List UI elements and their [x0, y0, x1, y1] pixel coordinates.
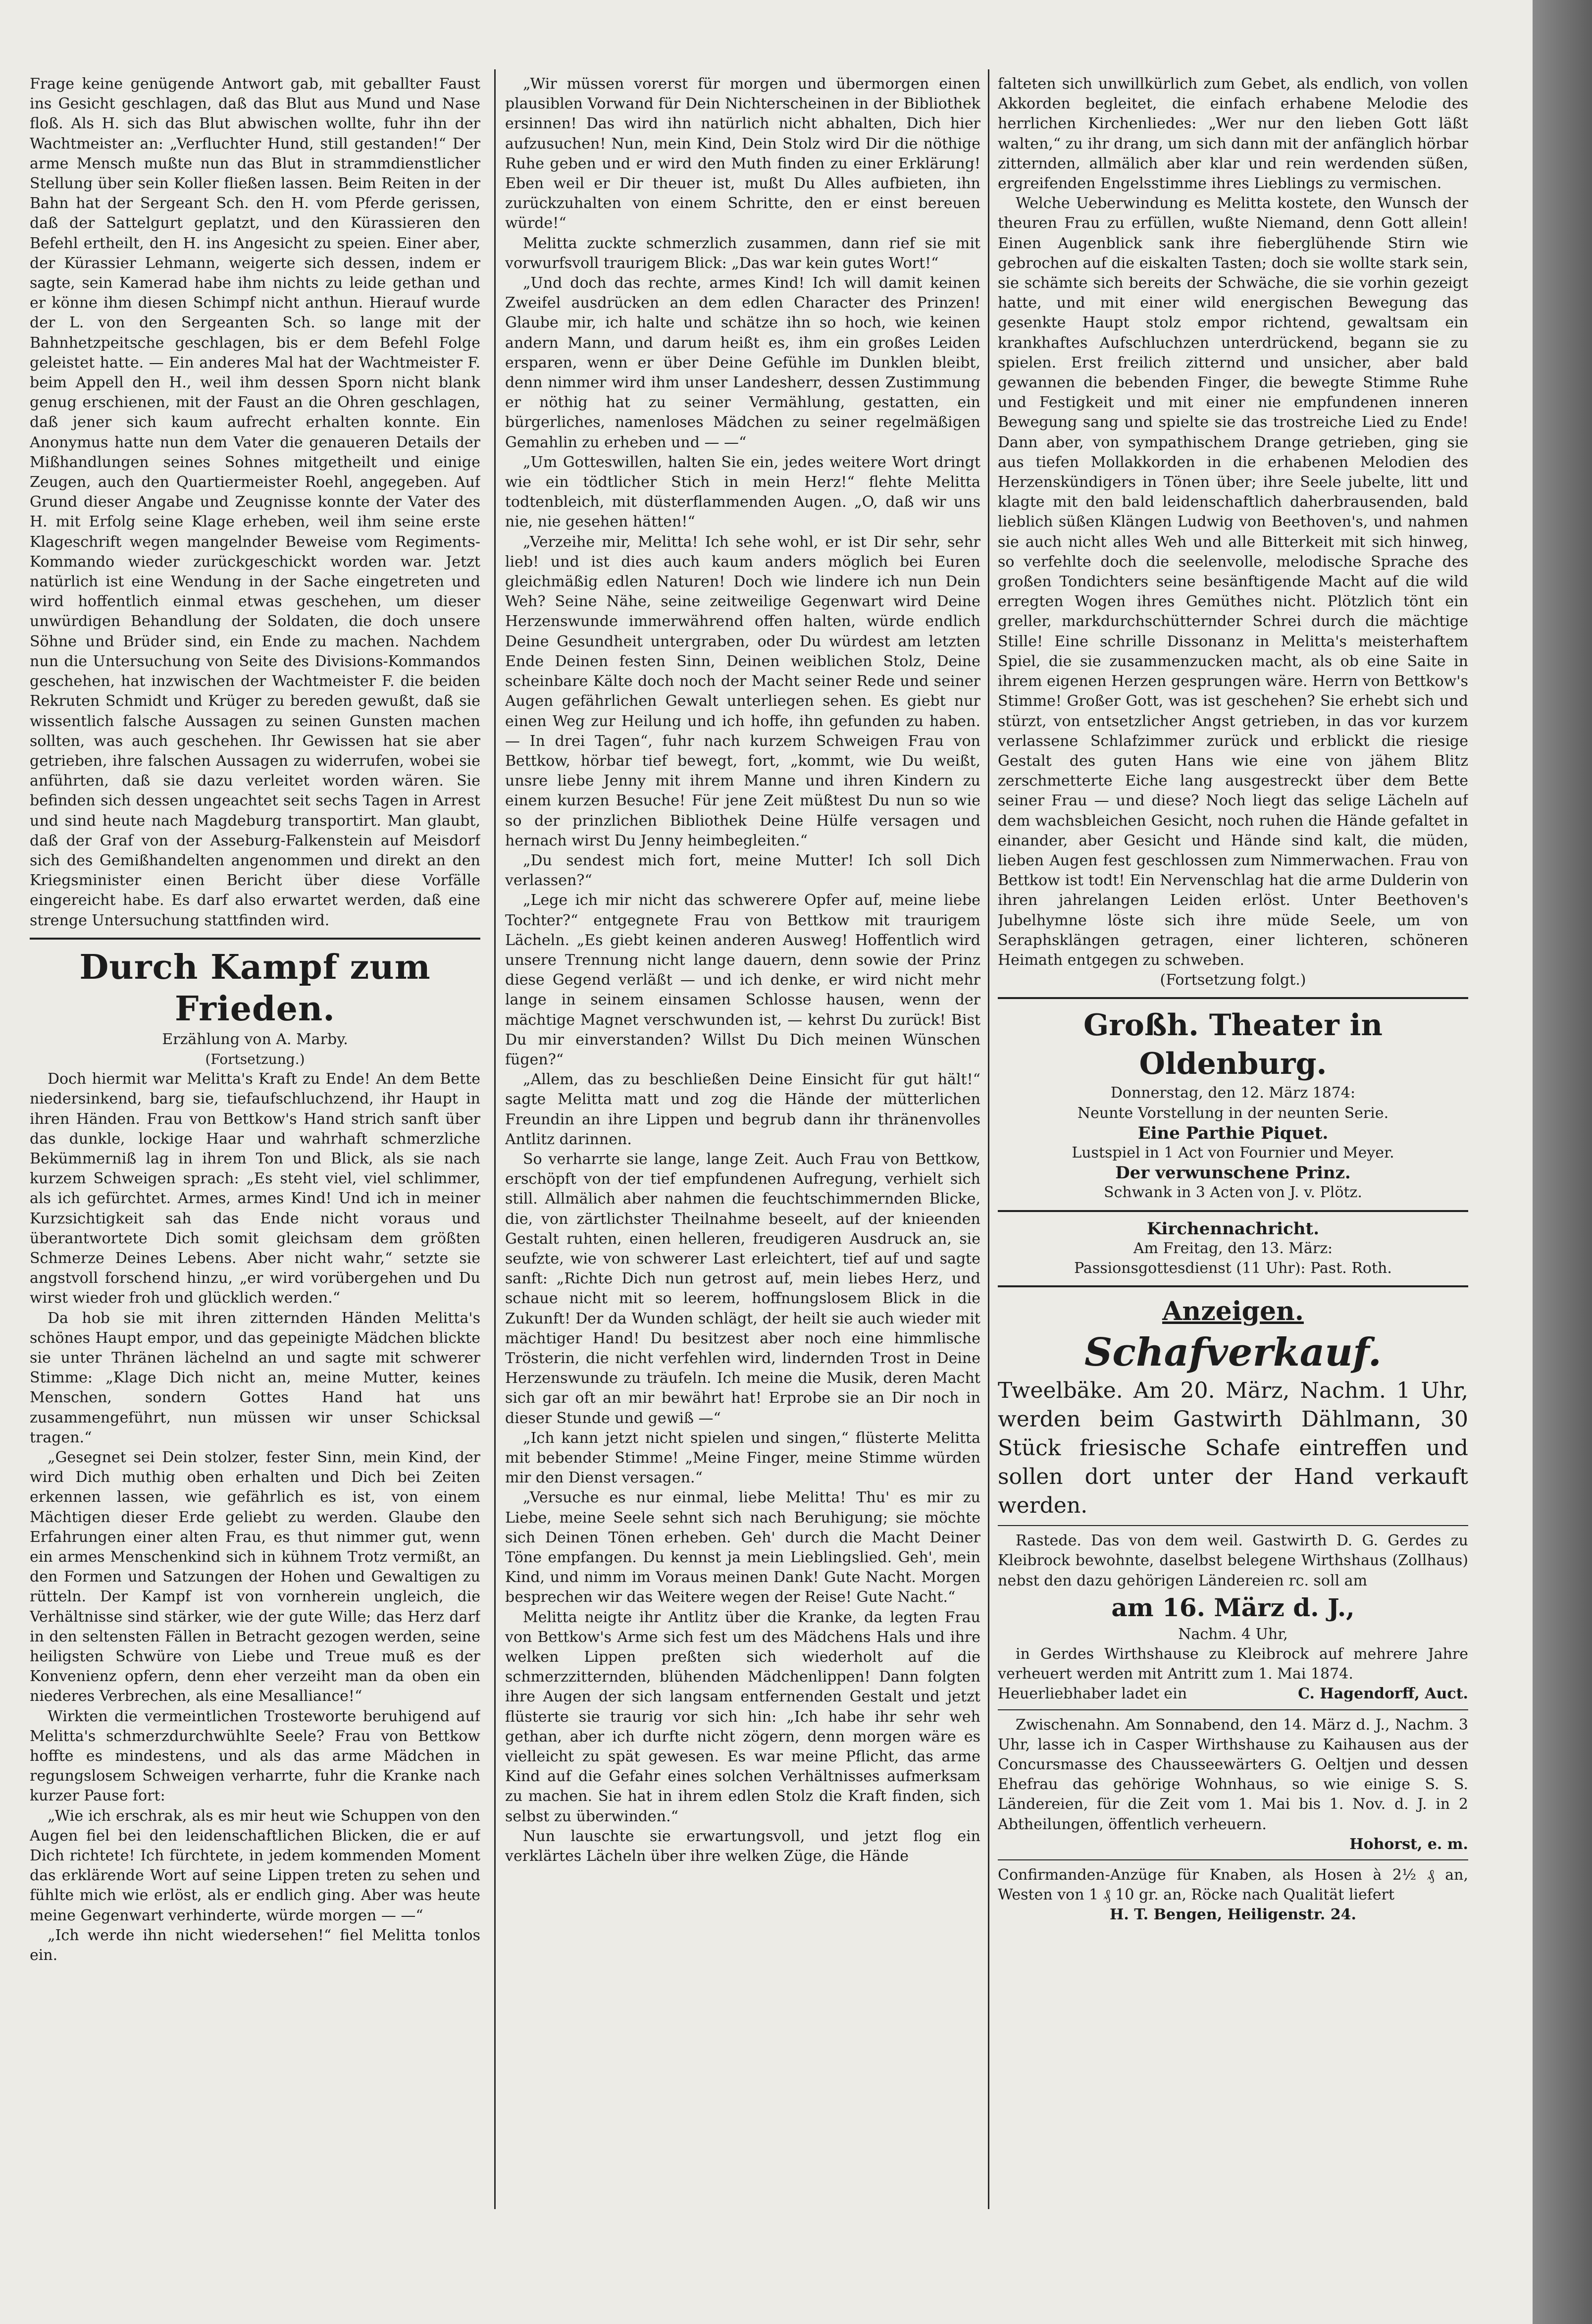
play-title: Eine Parthie Piquet.	[1137, 1123, 1329, 1143]
theater-date: Donnerstag, den 12. März 1874:	[1110, 1084, 1356, 1102]
section-divider	[30, 938, 480, 940]
story-paragraph: „Ich kann jetzt nicht spielen und singen,“ flüsterte Melitta mit bebender Stimme! „Meine Finger, meine Stimme würden mir den Dienst versagen.“	[505, 1429, 980, 1487]
ad-signature: H. T. Bengen, Heiligenstr. 24.	[1110, 1906, 1356, 1924]
column-rule	[988, 69, 989, 2209]
story-paragraph: Da hob sie mit ihren zitternden Händen Melitta's schönes Haupt empor, und das gepeinigte Mädchen blickte sie unter Thränen lächelnd an und sagte mit schwerer Stimme: „Klage Dich nicht an, meine Mutter, keines Menschen, sondern Gottes Hand hat uns zusammengeführt, nun müssen wir unser Schicksal tragen.“	[30, 1309, 480, 1446]
section-divider	[998, 997, 1468, 999]
story-paragraph: Doch hiermit war Melitta's Kraft zu Ende! An dem Bette niedersinkend, barg sie, tiefaufschluchzend, ihr Haupt in ihren Händen. Frau von Bettkow's Hand strich sanft über das dunkle, lockige Haar und wahrhaft schmerzliche Bekümmerniß lag in ihrem Ton und Blick, als sie nach kurzem Schweigen sprach: „Es steht viel, viel schlimmer, als ich gefürchtet. Armes, armes Kind! Und ich in meiner Kurzsichtigkeit sah das Ende nicht voraus und überantwortete Dich somit gleichsam dem größten Schmerze Deines Lebens. Aber nicht wahr,“ setzte sie angstvoll forschend hinzu, „er wird vorübergehen und Du wirst wieder froh und glücklich werden.“	[30, 1070, 480, 1307]
ad-signature: C. Hagendorff, Auct.	[1298, 1685, 1468, 1703]
column-1	[30, 74, 480, 2204]
story-paragraph: „Wir müssen vorerst für morgen und übermorgen einen plausiblen Vorwand für Dein Nichterscheinen in der Bibliothek ersinnen! Das wird ihn natürlich nicht abhalten, Dich hier aufzusuchen! Nun, mein Kind, Dein Stolz wird Dir die nöthige Ruhe geben und er wird den Muth finden zu einer Erklärung! Eben weil er Dir theuer ist, mußt Du Alles aufbieten, ihn zurückzuhalten von einem Schritte, den er einst bereuen würde!“	[505, 75, 980, 232]
story-paragraph: „Gesegnet sei Dein stolzer, fester Sinn, mein Kind, der wird Dich muthig oben erhalten und Dich bei Zeiten erkennen lassen, wie gefährlich es ist, von einem Mächtigen dieser Erde geliebt zu werden. Glaube den Erfahrungen einer alten Frau, es thut nimmer gut, wenn ein armes Menschenkind sich in kühnem Trotz vermißt, an den Formen und Satzungen der Hohen und Gewaltigen zu rütteln. Der Kampf ist von vornherein ungleich, die Verhältnisse sind stärker, wie der gute Wille; das Herz darf in den seltensten Fällen in Betracht gezogen werden, seine heiligsten Schwüre von Liebe und Treue muß es der Konvenienz opfern, denn eher verzeiht man da oben ein niederes Verbrechen, als eine Mesalliance!“	[30, 1449, 480, 1705]
story-paragraph: Wirkten die vermeintlichen Trosteworte beruhigend auf Melitta's schmerzdurchwühlte Seele? Frau von Bettkow hoffte es mindestens, und als das arme Mädchen in regungslosem Schweigen verharrte, fuhr die Kranke nach kurzer Pause fort:	[30, 1707, 480, 1805]
story-paragraph: „Und doch das rechte, armes Kind! Ich will damit keinen Zweifel ausdrücken an dem edlen Character des Prinzen! Glaube mir, ich halte und schätze ihn so hoch, wie keinen andern Mann, und darum heißt es, ihm ein großes Leiden ersparen, wenn er über Deine Gefühle im Dunklen bleibt, denn nimmer wird ihm unser Landesherr, dessen Zustimmung er nöthig hat zu seiner Vermählung, gestatten, ein bürgerliches, namenloses Mädchen zu seiner regelmäßigen Gemahlin zu erheben und — —“	[505, 274, 980, 451]
ad-body: Rastede. Das von dem weil. Gastwirth D. G. Gerdes zu Kleibrock bewohnte, daselbst belegene Wirthshaus (Zollhaus) nebst den dazu gehörigen Ländereien rc. soll am	[998, 1532, 1468, 1589]
ad-date: am 16. März d. J.,	[1111, 1592, 1355, 1622]
ad-title: Schafverkauf.	[1084, 1330, 1382, 1375]
story-paragraph: „Versuche es nur einmal, liebe Melitta! Thu' es mir zu Liebe, meine Seele sehnt sich nach Beruhigung; sie möchte sich Deinen Tönen erheben. Geh' durch die Macht Deiner Töne empfangen. Du kennst ja mein Lieblingslied. Geh', mein Kind, und nimm im Voraus meinen Dank! Gute Nacht. Morgen besprechen wir das Weitere wegen der Reise! Gute Nacht.“	[505, 1489, 980, 1606]
church-service: Passionsgottesdienst (11 Uhr): Past. Roth.	[1074, 1259, 1392, 1277]
ad-time: Nachm. 4 Uhr,	[1178, 1625, 1288, 1643]
story-continued-note: (Fortsetzung folgt.)	[1160, 971, 1306, 989]
story-paragraph: „Lege ich mir nicht das schwerere Opfer auf, meine liebe Tochter?“ entgegnete Frau von Bettkow mit traurigem Lächeln. „Es giebt keinen anderen Ausweg! Hoffentlich wird unsere Trennung nicht lange dauern, denn sowie der Prinz diese Gegend verläßt — und ich denke, er wird nicht mehr lange in seinem einsamen Schlosse hausen, wenn der mächtige Magnet verschwunden ist, — kehrst Du zurück! Bist Du mir einverstanden? Willst Du Dich meinen Wünschen fügen?“	[505, 892, 980, 1068]
story-paragraph: Welche Ueberwindung es Melitta kostete, den Wunsch der theuren Frau zu erfüllen, wußte Niemand, denn Gott allein! Einen Augenblick sank ihre fieberglühende Stirn wie gebrochen auf die eiskalten Tasten; doch sie wollte stark sein, sie schämte sich bereits der Schwäche, die sie vorhin gezeigt hatte, und mit einer wild energischen Bewegung das gesenkte Haupt stolz empor richtend, gewaltsam ein krankhaftes Aufschluchzen unterdrückend, begann sie zu spielen. Erst freilich zitternd und unsicher, aber bald gewannen die bebenden Finger, die bewegte Stimme Ruhe und Festigkeit und mit einer nie empfundenen inneren Bewegung sang und spielte sie das trostreiche Lied zu Ende! Dann aber, von sympathischem Drange getrieben, ging sie aus tiefen Mollakkorden in die erhabenen Melodien des Herzenskündigers in Tönen über; ihre Seele jubelte, litt und klagte mit den bald leidenschaftlich daherbrausenden, bald lieblich süßen Klängen Ludwig von Beethoven's, und nahmen sie auch nicht alles Weh und alle Bitterkeit mit sich hinweg, so verfehlte doch die seelenvolle, melodische Sprache des großen Tondichters seine besänftigende Macht auf die wild erregten Wogen ihres Gemüthes nicht. Plötzlich tönt ein greller, markdurchschütternder Schrei durch die mächtige Stille! Eine schrille Dissonanz in Melitta's meisterhaftem Spiel, die sie zusammenzucken macht, als ob eine Saite in ihrem eigenen Herzen gesprungen wäre. Herrn von Bettkow's Stimme! Großer Gott, was ist geschehen? Sie erhebt sich und stürzt, von entsetzlicher Angst getrieben, in das vor kurzem verlassene Schlafzimmer zurück und erblickt die riesige Gestalt des guten Hans wie eine von jähem Blitz zerschmetterte Eiche lang ausgestreckt über dem Bette seiner Frau — und diese? Noch liegt das selige Lächeln auf dem wachsbleichen Gesicht, noch ruhen die Hände gefaltet in einander, aber Gesicht und Hände sind kalt, die müden, lieben Augen fest geschlossen zum Nimmerwachen. Frau von Bettkow ist todt! Ein Nervenschlag hat die arme Dulderin von ihren jahrelangen Leiden erlöst. Unter Beethoven's Jubelhymne löste sich ihre müde Seele, um von Seraphsklängen getragen, einer lichteren, schöneren Heimath entgegen zu schweben.	[998, 195, 1468, 969]
story-paragraph: Melitta neigte ihr Antlitz über die Kranke, da legten Frau von Bettkow's Arme sich fest um des Mädchens Hals und ihre welken Lippen preßten sich wiederholt auf die schmerzzitternden, blühenden Mädchenlippen! Dann folgten ihre Augen der sich langsam entfernenden Gestalt und jetzt flüsterte sie traurig vor sich hin: „Ich habe ihr sehr weh gethan, aber ich durfte nicht zögern, denn morgen wäre es vielleicht zu spät gewesen. Es war meine Pflicht, das arme Kind auf die Gefahr eines solchen Verhältnisses aufmerksam zu machen. Sie hat in ihrem edlen Stolz die Kraft finden, sich selbst zu überwinden.“	[505, 1608, 980, 1825]
section-divider	[998, 1285, 1468, 1287]
play-title: Der verwunschene Prinz.	[1115, 1163, 1351, 1183]
story-paragraph: „Ich werde ihn nicht wiedersehen!“ fiel Melitta tonlos ein.	[30, 1926, 480, 1964]
ad-divider	[998, 1525, 1468, 1526]
story-paragraph: Melitta zuckte schmerzlich zusammen, dann rief sie mit vorwurfsvoll traurigem Blick: „Das war kein gutes Wort!“	[505, 234, 980, 272]
story-subtitle: Erzählung von A. Marby.	[162, 1030, 348, 1048]
news-article-body: Frage keine genügende Antwort gab, mit geballter Faust ins Gesicht geschlagen, daß das Blut aus Mund und Nase floß. Als H. sich das Blut abwischen wollte, fuhr ihn der Wachtmeister an: „Verfluchter Hund, still gestanden!“ Der arme Mensch mußte nun das Blut in strammdienstlicher Stellung über sein Koller fließen lassen. Beim Reiten in der Bahn hat der Sergeant Sch. den H. vom Pferde gerissen, daß der Sattelgurt geplatzt, und den Kürassieren den Befehl ertheilt, den H. ins Angesicht zu speien. Einer aber, der Kürassier Lehmann, weigerte sich dessen, indem er sagte, sein Kamerad habe ihm nichts zu leide gethan und er könne ihm diesen Schimpf nicht anthun. Hierauf wurde der L. von den Sergeanten Sch. so lange mit der Bahnhetzpeitsche geschlagen, bis er dem Befehl Folge geleistet hatte. — Ein anderes Mal hat der Wachtmeister F. beim Appell den H., weil ihm dessen Sporn nicht blank genug erschienen, mit der Faust an die Ohren geschlagen, daß jener sich kaum aufrecht erhalten konnte. Ein Anonymus hatte nun dem Vater die genaueren Details der Mißhandlungen seines Sohnes mitgetheilt und einige Zeugen, auch den Quartiermeister Roehl, angegeben. Auf Grund dieser Angabe und Zeugnisse konnte der Vater des H. mit Erfolg seine Klage erheben, weil ihm seine erste Klageschrift wegen mangelnder Beweise vom Regiments-Kommando wieder zurückgeschickt worden war. Jetzt natürlich ist eine Wendung in der Sache eingetreten und wird hoffentlich einmal etwas geschehen, um dieser unwürdigen Behandlung der Soldaten, die doch unsere Söhne und Brüder sind, ein Ende zu machen. Nachdem nun die Untersuchung von Seite des Divisions-Kommandos geschehen, hat inzwischen der Wachtmeister F. die beiden Rekruten Schmidt und Krüger zu bereden gewußt, daß sie wissentlich falsche Aussagen zu seinen Gunsten machen sollten, was auch geschehen. Ihr Gewissen hat sie aber getrieben, ihre falschen Aussagen zu widerrufen, wobei sie anführten, daß sie dazu verleitet worden wären. Sie befinden sich dessen ungeachtet seit sechs Tagen in Arrest und sind heute nach Magdeburg transportirt. Man glaubt, daß der Graf von der Asseburg-Falkenstein auf Meisdorf sich des Gemißhandelten angenommen und direkt an den Kriegsminister einen Bericht über diese Vorfälle eingereicht habe. Es darf also erwartet werden, daß eine strenge Untersuchung stattfinden wird.	[30, 75, 480, 929]
story-title: Durch Kampf zum Frieden.	[79, 947, 431, 1029]
theater-title: Großh. Theater in Oldenburg.	[1083, 1008, 1383, 1082]
column-2	[505, 74, 980, 2204]
ad-invite: Heuerliebhaber ladet ein	[998, 1685, 1187, 1703]
ad-divider	[998, 1859, 1468, 1860]
story-continued: (Fortsetzung.)	[205, 1051, 305, 1067]
column-rule	[494, 69, 496, 2209]
ad-divider	[998, 1709, 1468, 1710]
story-paragraph: falteten sich unwillkürlich zum Gebet, als endlich, von vollen Akkorden begleitet, die einfach erhabene Melodie des herrlichen Kirchenliedes: „Wer nur den lieben Gott läßt walten,“ zu ihr drang, um sich dann mit der anfänglich hörbar zitternden, allmälich aber klar und rein werdenden süßen, ergreifenden Engelsstimme ihres Lieblings zu vermischen.	[998, 75, 1468, 193]
ad-signature: Hohorst, e. m.	[1349, 1835, 1468, 1853]
ad-body: in Gerdes Wirthshause zu Kleibrock auf mehrere Jahre verheuert werden mit Antritt zum 1. Mai 1874.	[998, 1645, 1468, 1683]
ad-body: Confirmanden-Anzüge für Knaben, als Hosen à 2½ ₰ an, Westen von 1 ₰ 10 gr. an, Röcke nach Qualität liefert	[998, 1866, 1468, 1904]
column-3	[998, 74, 1468, 2204]
story-paragraph: „Du sendest mich fort, meine Mutter! Ich soll Dich verlassen?“	[505, 851, 980, 890]
story-paragraph: So verharrte sie lange, lange Zeit. Auch Frau von Bettkow, erschöpft von der tief empfundenen Aufregung, verhielt sich still. Allmälich aber nahmen die feuchtschimmernden Blicke, die, von zärtlichster Theilnahme beseelt, auf der knieenden Gestalt ruhten, einen helleren, freudigeren Ausdruck an, sie seufzte, wie von schwerer Last erleichtert, tief auf und sagte sanft: „Richte Dich nun getrost auf, mein liebes Herz, und schaue nicht mit so leerem, hoffnungslosem Blick in die Zukunft! Der da Wunden schlägt, der heilt sie auch wieder mit mächtiger Hand! Du besitzest aber noch eine himmlische Trösterin, die nicht verfehlen wird, lindernden Trost in Deine Herzenswunde zu träufeln. Ich meine die Musik, deren Macht sich gar oft an mir bewährt hat! Erprobe sie an Dir noch in dieser Stunde und gewiß —“	[505, 1150, 980, 1427]
story-paragraph: „Um Gotteswillen, halten Sie ein, jedes weitere Wort dringt wie ein tödtlicher Stich in mein Herz!“ flehte Melitta todtenbleich, mit düsterflammenden Augen. „O, daß wir uns nie, nie gesehen hätten!“	[505, 453, 980, 531]
church-date: Am Freitag, den 13. März:	[1133, 1239, 1333, 1257]
ads-heading: Anzeigen.	[1162, 1296, 1304, 1327]
story-paragraph: „Verzeihe mir, Melitta! Ich sehe wohl, er ist Dir sehr, sehr lieb! und ist dies auch kaum anders möglich bei Euren gleichmäßig edlen Naturen! Doch wie lindere ich nun Dein Weh? Seine Nähe, seine zeitweilige Gegenwart wird Deine Herzenswunde immerwährend offen halten, würde endlich Deine Gesundheit untergraben, oder Du würdest am letzten Ende Deinen festen Sinn, Deinen weiblichen Stolz, Deine scheinbare Kälte doch noch der Macht seiner Rede und seiner Augen gefährlichen Gewalt unterliegen sehen. Es giebt nur einen Weg zur Heilung und ich hoffe, ihn gefunden zu haben. — In drei Tagen“, fuhr nach kurzem Schweigen Frau von Bettkow, hörbar tief bewegt, fort, „kommt, wie Du weißt, unsre liebe Jenny mit ihrem Manne und ihren Kindern zu einem kurzen Besuche! Für jene Zeit müßtest Du nun so wie so der prinzlichen Bibliothek Deine Hülfe versagen und hernach wirst Du Jenny heimbegleiten.“	[505, 533, 980, 849]
ad-body: Tweelbäke. Am 20. März, Nachm. 1 Uhr, werden beim Gastwirth Dählmann, 30 Stück friesische Schafe eintreffen und sollen dort unter der Hand verkauft werden.	[998, 1378, 1468, 1519]
play-description: Lustspiel in 1 Act von Fournier und Meyer.	[1072, 1144, 1394, 1162]
ad-body: Zwischenahn. Am Sonnabend, den 14. März d. J., Nachm. 3 Uhr, lasse ich in Casper Wirthshause zu Kaihausen aus der Concursmasse des Chausseewärters G. Oeltjen und dessen Ehefrau das gehörige Wohnhaus, so wie einige S. S. Ländereien, für die Zeit vom 1. Mai bis 1. Nov. d. J. in 2 Abtheilungen, öffentlich verheuern.	[998, 1716, 1468, 1833]
page-edge	[1533, 0, 1592, 2324]
church-title: Kirchennachricht.	[1146, 1218, 1320, 1239]
story-paragraph: „Wie ich erschrak, als es mir heut wie Schuppen von den Augen fiel bei den leidenschaftlichen Blicken, die er auf Dich richtete! Ich fürchtete, in jedem kommenden Moment das erklärende Wort auf seine Lippen treten zu sehen und fühlte mich wie erlöst, als er endlich ging. Aber was heute meine Gegenwart verhinderte, würde morgen — —“	[30, 1807, 480, 1924]
section-divider	[998, 1210, 1468, 1212]
theater-series: Neunte Vorstellung in der neunten Serie.	[1077, 1104, 1389, 1122]
play-description: Schwank in 3 Acten von J. v. Plötz.	[1104, 1184, 1362, 1202]
story-paragraph: „Allem, das zu beschließen Deine Einsicht für gut hält!“ sagte Melitta matt und zog die Hände der mütterlichen Freundin an ihre Lippen und begrub dann ihr thränenvolles Antlitz darinnen.	[505, 1071, 980, 1148]
story-paragraph: Nun lauschte sie erwartungsvoll, und jetzt flog ein verklärtes Lächeln über ihre welken Züge, die Hände	[505, 1827, 980, 1865]
